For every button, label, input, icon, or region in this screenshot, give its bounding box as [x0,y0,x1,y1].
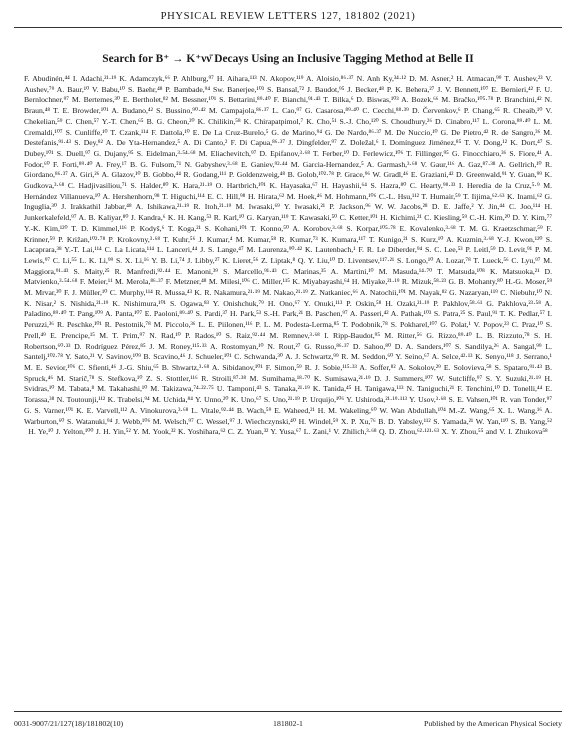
footer-page-number: 181802-1 [273,719,303,728]
footer-divider [14,711,562,712]
footer-publisher: Published by the American Physical Society [424,719,562,728]
footer-issn: 0031-9007/21/127(18)/181802(10) [14,719,124,728]
header-divider [14,27,562,28]
author-list: F. Abudinén,⁴⁴ I. Adachi,²¹·¹⁹ K. Adamczyk,⁶⁶ P. Ahlburg,⁹⁷ H. Aihara,¹¹³ N. Akopov,¹¹⁹ A. Aloisio,⁸⁶·³⁷ N. Anh Ky,³⁴·¹² D. M. Asner,² H. Atmacan,⁹⁹ T. Aushev,²³ V. Aushev,⁷⁹ A. Baur,¹⁰ V. Babu,¹⁰ S. Baehr,⁴⁸ P. Bambade,⁹⁴ Sw. Banerjee,¹⁰³ S. Bansal,⁷² J. Baudot,⁹⁵ J. Becker,⁴⁸ P. K. Behera,²⁷ J. V. Bennett,¹⁰⁷ E. Bernieri,⁴² F. U. Bernlochner,⁹⁷ M. Bertemes,³⁰ E. Bertholet,⁸² M. Bessner,¹⁰¹ S. Bettarini,⁸⁹·⁴⁰ F. Bianchi,⁹¹·⁴³ T. Bilka,⁶ D. Biswas,¹⁰³ A. Bozek,⁶⁶ M. Bračko,¹⁰⁵·⁷⁸ P. Branchini,⁴² N. Braun,⁴⁸ T. E. Browder,¹⁰¹ A. Budano,⁴² S. Bussino,⁹⁰·⁴² M. Campajola,⁸⁶·³⁷ L. Cao,⁹⁷ G. Casarosa,⁸⁹·⁴⁰ C. Cecchi,⁸⁸·³⁹ D. Červenkov,⁶ P. Chang,⁶⁵ R. Cheaib,¹⁰ V. Chekelian,⁵⁹ C. Chen,⁵⁷ Y.-T. Chen,⁶⁵ B. G. Cheon,²⁰ K. Chilikin,⁵⁸ K. Chirapatpimol,⁷ K. Cho,⁵¹ S.-J. Cho,¹²⁰ S. Choudhury,²⁶ D. Cinabro,¹¹⁷ L. Corona,⁸⁹·⁴⁰ L. M. Cremaldi,¹⁰⁷ S. Cunliffe,¹⁰ T. Czank,¹¹⁴ F. Dattola,¹⁰ E. De La Cruz-Burelo,⁵ G. de Marino,⁹⁴ G. De Nardo,⁸⁶·³⁷ M. De Nuccio,¹⁰ G. De Pietro,⁴² R. de Sangro,³⁶ M. Destefanis,⁹¹·⁴³ S. Dey,⁸² A. De Yta-Hernandez,⁵ A. Di Canto,² F. Di Capua,⁸⁶·³⁷ J. Dingfelder,⁹⁷ Z. Doležal,⁶ I. Domínguez Jiménez,⁸⁵ T. V. Dong,¹² K. Dort,⁴⁷ S. Dubey,¹⁰¹ S. Duell,⁹⁷ G. Dujany,⁹⁵ S. Eidelman,³·⁵⁴·⁶⁸ M. Eliachevitch,⁹⁷ D. Epifanov,³·⁶⁸ T. Ferber,¹⁰ D. Ferlewicz,¹⁰⁶ T. Fillinger,⁹⁵ G. Finocchiaro,³⁶ S. Fiore,⁴¹ A. Fodor,⁶⁰ F. Forti,⁸⁹·⁴⁰ A. Frey,¹⁷ B. G. Fulsom,⁷¹ N. Gabyshev,³·⁶⁸ E. Ganiev,⁹²·⁴⁴ M. Garcia-Hernandez,⁵ A. Garmash,³·⁶⁸ V. Gaur,¹¹⁶ A. Gaz,⁸⁷·³⁸ A. Gellrich,¹⁰ R. Giordano,⁸⁶·³⁷ A. Giri,²⁶ A. Glazov,¹⁰ B. Gobbo,⁴⁴ R. Godang,¹¹¹ P. Goldenzweig,⁴⁸ B. Golob,¹⁰²·⁷⁸ P. Grace,⁹⁶ W. Gradl,⁴⁶ E. Graziani,⁴² D. Greenwald,⁹¹ Y. Guan,⁹⁹ K. Gudkova,³·⁶⁸ C. Hadjivasiliou,⁷¹ S. Halder,⁸⁰ K. Hara,²¹·¹⁹ O. Hartbrich,¹⁰¹ K. Hayasaka,⁶⁷ H. Hayashii,⁶⁴ S. Hazra,⁸⁰ C. Hearty,⁹⁸·³³ I. Heredia de la Cruz,⁵·⁹ M. Hernández Villanueva,¹⁰ A. Hershenhorn,⁹⁸ T. Higuchi,¹¹⁴ E. C. Hill,⁹⁸ H. Hirata,⁶² M. Hoek,⁴⁶ M. Hohmann,¹⁰⁶ C.-L. Hsu,¹¹² T. Humair,⁵⁹ T. Iijima,⁶²·⁶³ K. Inami,⁶² G. Inguglia,³⁰ J. Irakkathil Jabbar,⁴⁸ A. Ishikawa,²¹·¹⁹ R. Itoh,²¹·¹⁹ M. Iwasaki,⁶⁹ Y. Iwasaki,²¹ P. Jackson,⁹⁶ W. W. Jacobs,²⁸ D. E. Jaffe,² Y. Jin,⁴⁴ C. Joo,¹¹⁴ H. Junkerkalefeld,⁹⁷ A. B. Kaliyar,⁸⁰ J. Kandra,⁶ K. H. Kang,⁵³ R. Karl,¹⁰ G. Karyan,¹¹⁹ T. Kawasaki,⁵⁰ C. Ketter,¹⁰¹ H. Kichimi,²¹ C. Kiesling,⁵⁹ C.-H. Kim,²⁰ D. Y. Kim,⁷⁷ Y.-K. Kim,¹²⁰ T. D. Kimmel,¹¹⁶ P. Kodyš,⁶ T. Koga,²¹ S. Kohani,¹⁰¹ T. Konno,⁵⁰ A. Korobov,³·⁶⁸ S. Korpar,¹⁰⁵·⁷⁸ E. Kovalenko,³·⁶⁸ T. M. G. Kraetzschmar,⁵⁹ F. Krinner,⁵⁹ P. Križan,¹⁰²·⁷⁸ P. Krokovny,³·⁶⁸ T. Kuhr,⁵⁶ J. Kumar,⁴ M. Kumar,⁵⁸ R. Kumar,⁷³ K. Kumara,¹¹⁷ T. Kunigo,²¹ S. Kurz,¹⁰ A. Kuzmin,³·⁶⁸ Y.-J. Kwon,¹²⁰ S. Lacaprara,³⁸ Y.-T. Lai,¹¹⁴ C. La Licata,¹¹⁴ L. Lanceri,⁴⁴ J. S. Lange,⁴⁷ M. Laurenza,⁹⁰·⁴² K. Lautenbach,¹ F. R. Le Diberder,⁹⁴ S. C. Lee,⁵³ P. Leitl,⁵⁹ D. Levit,⁹¹ P. M. Lewis,⁹⁷ C. Li,⁵⁵ L. K. Li,⁹⁹ S. X. Li,¹⁶ Y. B. Li,⁷⁴ J. Libby,²⁷ K. Lieret,⁵⁶ Z. Liptak,⁸ Q. Y. Liu,¹⁰ D. Liventsev,¹¹⁷·²¹ S. Longo,¹⁰ A. Lozar,⁷⁸ T. Lueck,⁵⁶ C. Lyu,⁹⁷ M. Maggiora,⁹¹·⁴³ S. Maity,²⁵ R. Manfredi,⁹²·⁴⁴ E. Manoni,³⁹ S. Marcello,⁹¹·⁴³ C. Marinas,³⁵ A. Martini,¹⁰ M. Masuda,¹⁴·⁷⁰ T. Matsuda,¹⁰⁸ K. Matsuoka,²¹ D. Matvienko,³·⁵⁴·⁶⁸ F. Meier,¹¹ M. Merola,⁸⁶·³⁷ F. Metzner,⁴⁸ M. Milesi,¹⁰⁶ C. Miller,¹¹⁵ K. Miyabayashi,⁶⁴ H. Miyake,²¹·¹⁹ R. Mizuk,⁵⁸·²³ G. B. Mohanty,⁸⁰ H.-G. Moser,⁵⁹ M. Mrvar,³⁰ F. J. Müller,¹⁰ C. Murphy,¹¹⁴ R. Mussa,⁴³ K. R. Nakamura,²¹·¹⁹ M. Nakao,²¹·¹⁹ Z. Natkaniec,⁶⁶ A. Natochii,¹⁰¹ M. Nayak,⁸² G. Nazaryan,¹¹⁹ C. Niebuhr,¹⁰ N. K. Nisar,² S. Nishida,²¹·¹⁹ K. Nishimura,¹⁰¹ S. Ogawa,⁸³ Y. Onishchuk,⁷⁹ H. Ono,⁶⁷ Y. Onuki,¹¹³ P. Oskin,⁵⁸ H. Ozaki,²¹·¹⁹ P. Pakhlov,⁵⁸·⁶¹ G. Pakhlova,²³·⁵⁸ A. Paladino,⁸⁹·⁴⁰ T. Pang,¹⁰⁹ A. Panta,¹⁰⁷ E. Paoloni,⁸⁹·⁴⁰ S. Pardi,³⁷ H. Park,⁵³ S.-H. Park,²¹ B. Paschen,⁹⁷ A. Passeri,⁴² A. Pathak,¹⁰³ S. Patra,²⁵ S. Paul,⁹¹ T. K. Pedlar,⁵⁷ I. Peruzzi,³⁶ R. Peschke,¹⁰¹ R. Pestotnik,⁷⁸ M. Piccolo,³⁶ L. E. Piilonen,¹¹⁶ P. L. M. Podesta-Lerma,⁸⁵ T. Podobnik,⁷⁸ S. Pokharel,¹⁰⁷ G. Polat,¹ V. Popov,²³ C. Praz,¹⁰ S. Prell,⁴⁹ E. Prencipe,¹⁵ M. T. Prim,⁹⁷ N. Rad,¹⁰ P. Rados,¹⁰ S. Raiz,⁹²·⁴⁴ M. Remnev,³·⁶⁸ I. Ripp-Baudot,⁹⁵ M. Ritter,⁵⁶ G. Rizzo,⁸⁹·⁴⁰ L. B. Rizzuto,⁷⁸ S. H. Robertson,⁶⁰·³³ D. Rodríguez Pérez,⁸⁵ J. M. Roney,¹¹⁵·³³ A. Rostomyan,¹⁰ N. Rout,²⁷ G. Russo,⁸⁶·³⁷ D. Sahoo,⁸⁰ D. A. Sanders,¹⁰⁷ S. Sandilya,²⁶ A. Sangal,⁹⁹ L. Santelj,¹⁰²·⁷⁸ Y. Sato,²¹ V. Savinov,¹⁰⁹ B. Scavino,⁴⁶ J. Schueler,¹⁰¹ C. Schwanda,³⁰ A. J. Schwartz,⁹⁹ R. M. Seddon,⁶⁰ Y. Seino,⁶⁷ A. Selce,⁴²·¹³ K. Senyo,¹¹⁸ J. Serrano,¹ M. E. Sevior,¹⁰⁶ C. Sfienti,⁴⁶ J.-G. Shiu,⁶⁵ B. Shwartz,³·⁶⁸ A. Sibidanov,¹⁰¹ F. Simon,⁵⁹ R. J. Sobie,¹¹⁵·³³ A. Soffer,⁸² A. Sokolov,²⁹ E. Solovieva,⁵⁸ S. Spataro,⁹¹·⁴³ B. Spruck,⁴⁶ M. Starič,⁷⁸ S. Stefkova,¹⁰ Z. S. Stottler,¹¹⁶ R. Stroili,⁸⁷·³⁸ M. Sumihama,¹⁸·⁷⁰ K. Sumisawa,²¹·¹⁹ D. J. Summers,¹⁰⁷ W. Sutcliffe,⁹⁷ S. Y. Suzuki,²¹·¹⁹ H. Svidras,¹⁰ M. Tabata,⁸ M. Takahashi,¹⁰ M. Takizawa,⁷⁴·²²·⁷⁵ U. Tamponi,⁴³ S. Tanaka,²¹·¹⁹ K. Tanida,⁴⁵ H. Tanigawa,¹¹³ N. Taniguchi,²¹ F. Tenchini,¹⁰ D. Tonelli,⁴⁴ E. Torassa,³⁸ N. Toutounji,¹¹² K. Trabelsi,⁹⁴ M. Uchida,⁸⁴ Y. Unno,²⁰ K. Uno,⁶⁷ S. Uno,²¹·¹⁹ P. Urquijo,¹⁰⁶ Y. Ushiroda,²¹·¹⁹·¹¹³ Y. Usov,³·⁶⁸ S. E. Vahsen,¹⁰¹ R. van Tonder,⁹⁷ G. S. Varner,¹⁰¹ K. E. Varvell,¹¹² A. Vinokurova,³·⁶⁸ L. Vitale,⁹²·⁴⁴ B. Wach,⁵⁹ E. Waheed,²¹ H. M. Wakeling,⁶⁰ W. Wan Abdullah,¹⁰⁴ M.-Z. Wang,⁶⁵ X. L. Wang,¹⁶ A. Warburton,⁶⁰ S. Watanuki,⁹⁴ J. Webb,¹⁰⁶ M. Welsch,⁹⁷ C. Wessel,⁹⁷ J. Wiechczynski,⁴⁰ H. Windel,⁵⁹ X. P. Xu,⁷⁶ B. D. Yabsley,¹¹² S. Yamada,²¹ W. Yan,¹¹⁰ S. B. Yang,⁵² H. Ye,¹⁰ J. Yelton,¹⁰⁰ J. H. Yin,⁵² Y. M. Yook,³² K. Yoshihara,⁶² C. Z. Yuan,³² Y. Yusa,⁶⁷ L. Zani,¹ V. Zhilich,³·⁶⁸ Q. D. Zhou,⁶²·¹²¹·⁶³ X. Y. Zhou,⁵⁵ and V. I. Zhukova⁵⁸ [24,74,552,437]
journal-header: PHYSICAL REVIEW LETTERS 127, 181802 (2021) [160,11,416,22]
paper-title: Search for B⁺ → K⁺νν̄ Decays Using an Inclusive Tagging Method at Belle II [102,53,474,65]
